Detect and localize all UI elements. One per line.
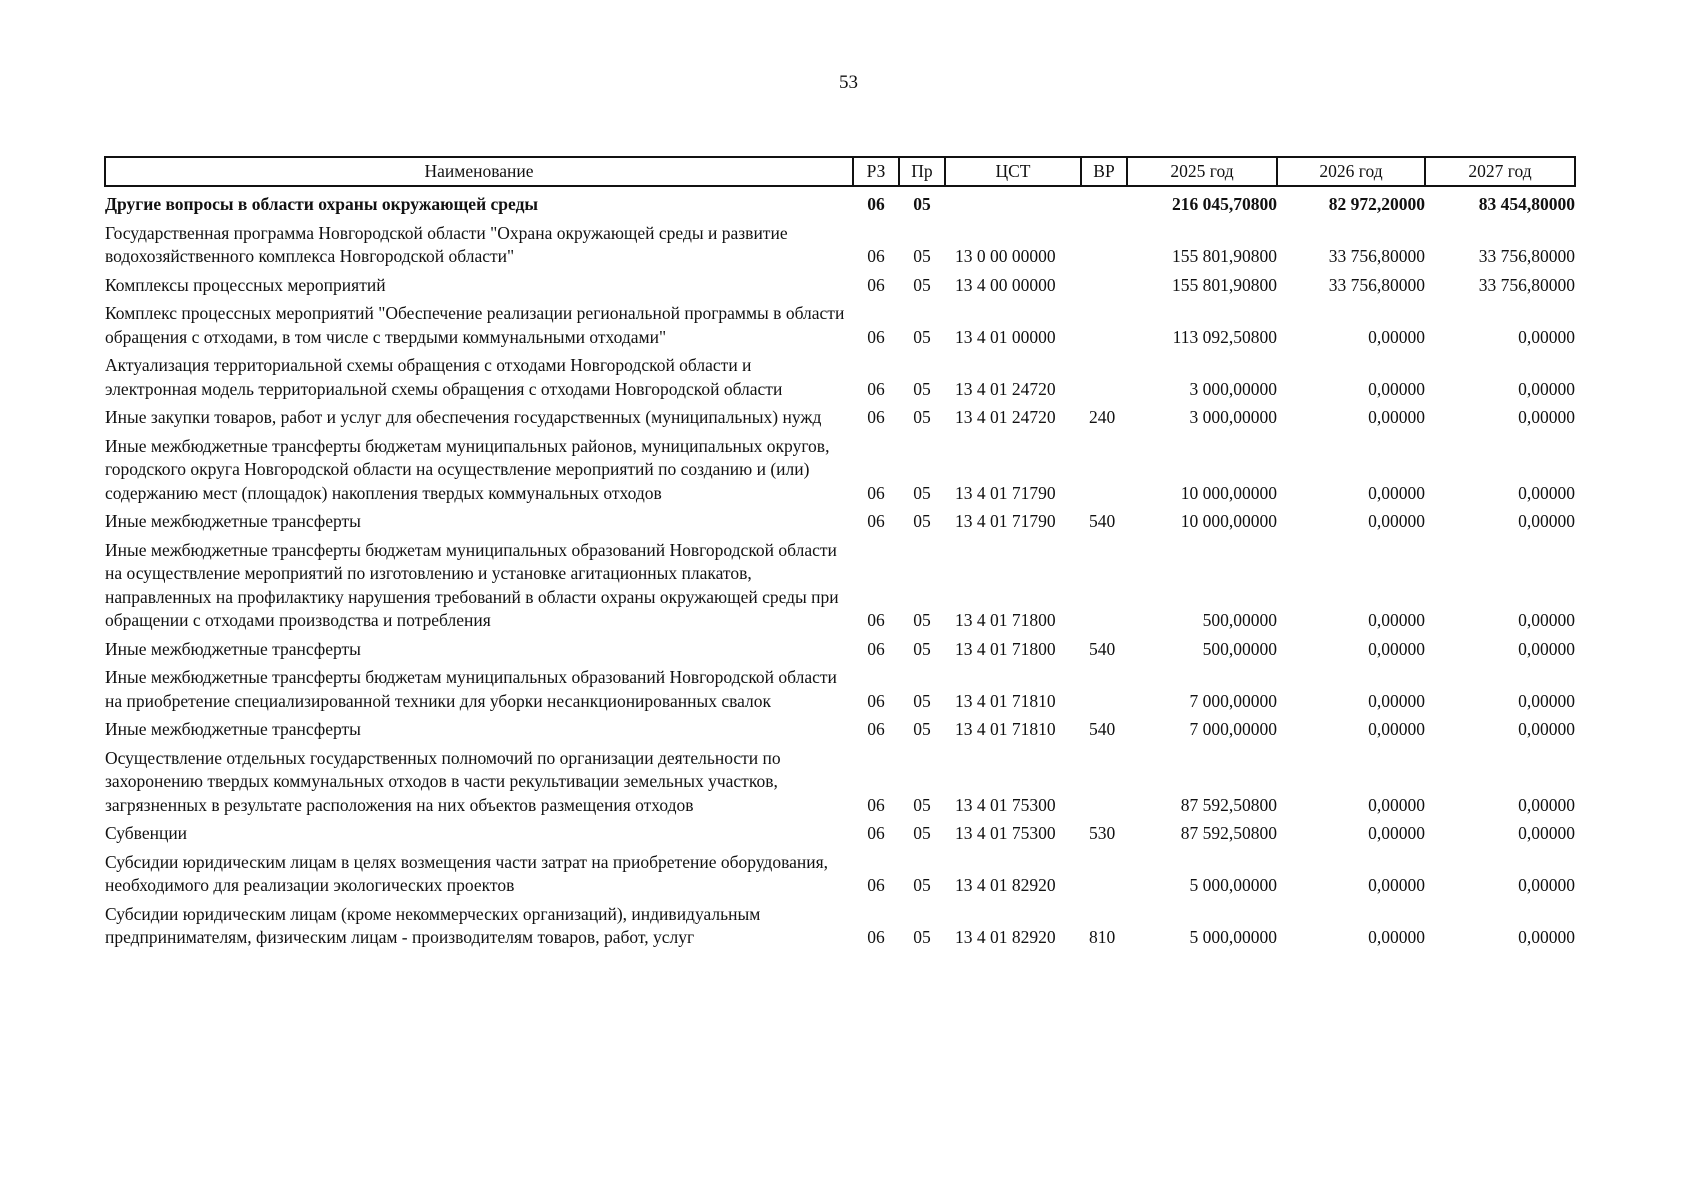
row-rz: 06 — [867, 875, 885, 895]
row-2025: 155 801,90800 — [1172, 246, 1277, 266]
table-row — [105, 537, 1575, 636]
row-pr: 05 — [913, 274, 931, 295]
row-cst: 13 4 01 82920 — [955, 875, 1056, 895]
row-2026: 0,00000 — [1368, 511, 1425, 531]
row-2027: 0,00000 — [1518, 638, 1575, 659]
row-name: Актуализация территориальной схемы обращения с отходами Новгородской области и электронная модель территориальной схемы обращения с отходами Новгородской области — [105, 355, 783, 399]
row-cst: 13 4 01 71810 — [955, 719, 1056, 739]
header-name: Наименование — [105, 157, 853, 186]
row-2026: 0,00000 — [1368, 719, 1425, 739]
row-name: Иные межбюджетные трансферты — [105, 638, 361, 659]
row-2025: 155 801,90800 — [1172, 274, 1277, 295]
row-pr: 05 — [913, 326, 931, 347]
row-rz: 06 — [867, 719, 885, 739]
table-row — [105, 272, 1575, 301]
row-2026: 0,00000 — [1368, 927, 1425, 947]
row-cst: 13 4 01 71800 — [955, 638, 1056, 659]
row-2025: 5 000,00000 — [1189, 927, 1277, 947]
row-2027: 33 756,80000 — [1478, 246, 1575, 266]
row-2026: 0,00000 — [1368, 378, 1425, 399]
row-rz: 06 — [867, 326, 885, 347]
table-row — [105, 404, 1575, 433]
table-row — [105, 508, 1575, 537]
row-vr — [1081, 537, 1127, 636]
row-pr: 05 — [913, 794, 931, 815]
row-2027: 0,00000 — [1518, 690, 1575, 711]
row-cst: 13 4 01 00000 — [955, 326, 1056, 347]
row-rz: 06 — [867, 194, 885, 214]
row-cst: 13 4 01 71790 — [955, 482, 1056, 503]
row-2027: 0,00000 — [1518, 823, 1575, 843]
row-vr — [1081, 433, 1127, 509]
row-cst: 13 0 00 00000 — [955, 246, 1056, 266]
header-2027: 2027 год — [1425, 157, 1575, 186]
row-name: Осуществление отдельных государственных полномочий по организации деятельности по захоронению твердых коммунальных отходов в части рекультивации земельных участков, загрязненных в результате расположения на них объектов размещения отходов — [105, 747, 781, 815]
row-cst: 13 4 01 24720 — [955, 378, 1056, 399]
row-name: Иные межбюджетные трансферты бюджетам муниципальных образований Новгородской области на приобретение специализированной техники для уборки несанкционированных свалок — [105, 667, 837, 711]
row-2027: 33 756,80000 — [1478, 274, 1575, 295]
row-2025: 10 000,00000 — [1180, 482, 1277, 503]
header-pr: Пр — [899, 157, 945, 186]
row-2025: 5 000,00000 — [1189, 875, 1277, 895]
row-2027: 0,00000 — [1518, 719, 1575, 739]
row-vr — [1081, 300, 1127, 352]
row-cst: 13 4 01 71790 — [955, 511, 1056, 531]
table-row — [105, 849, 1575, 901]
row-2026: 33 756,80000 — [1328, 274, 1425, 295]
table-row — [105, 220, 1575, 272]
row-2026: 82 972,20000 — [1328, 194, 1425, 214]
row-cst: 13 4 01 75300 — [955, 794, 1056, 815]
row-rz: 06 — [867, 823, 885, 843]
row-name: Иные межбюджетные трансферты бюджетам муниципальных районов, муниципальных округов, городского округа Новгородской области на осуществление мероприятий по созданию и (или) содержанию мест (площадок) накопления твердых коммунальных отходов — [105, 435, 830, 503]
row-name: Субсидии юридическим лицам в целях возмещения части затрат на приобретение оборудования, необходимого для реализации экологических проектов — [105, 851, 829, 895]
table-row — [105, 433, 1575, 509]
row-2025: 10 000,00000 — [1180, 511, 1277, 531]
row-name: Комплексы процессных мероприятий — [105, 274, 386, 295]
row-cst — [945, 186, 1081, 220]
table-row — [105, 901, 1575, 953]
row-pr: 05 — [913, 246, 931, 266]
row-2025: 216 045,70800 — [1172, 194, 1277, 214]
table-row — [105, 745, 1575, 821]
row-2026: 0,00000 — [1368, 482, 1425, 503]
row-vr: 240 — [1089, 407, 1116, 427]
row-rz: 06 — [867, 794, 885, 815]
header-vr: ВР — [1081, 157, 1127, 186]
row-cst: 13 4 01 71800 — [955, 610, 1056, 630]
row-2025: 87 592,50800 — [1180, 794, 1277, 815]
table-row — [105, 352, 1575, 404]
row-rz: 06 — [867, 378, 885, 399]
table-row — [105, 186, 1575, 220]
table-row — [105, 636, 1575, 665]
row-2027: 0,00000 — [1518, 875, 1575, 895]
row-vr — [1081, 352, 1127, 404]
row-2027: 0,00000 — [1518, 407, 1575, 427]
row-pr: 05 — [913, 482, 931, 503]
row-pr: 05 — [913, 719, 931, 739]
row-name: Государственная программа Новгородской области "Охрана окружающей среды и развитие водохозяйственного комплекса Новгородской области" — [105, 222, 788, 266]
row-vr — [1081, 272, 1127, 301]
row-cst: 13 4 00 00000 — [955, 274, 1056, 295]
row-name: Иные межбюджетные трансферты бюджетам муниципальных образований Новгородской области на осуществление мероприятий по изготовлению и установке агитационных плакатов, направленных на профилактику нарушения требований в области охраны окружающей среды при обращении с отходами производства и потребления — [105, 539, 839, 630]
table-row — [105, 716, 1575, 745]
row-2026: 0,00000 — [1368, 875, 1425, 895]
row-2026: 0,00000 — [1368, 690, 1425, 711]
row-rz: 06 — [867, 927, 885, 947]
row-2026: 0,00000 — [1368, 407, 1425, 427]
header-2025: 2025 год — [1127, 157, 1277, 186]
row-2025: 87 592,50800 — [1180, 823, 1277, 843]
row-2025: 500,00000 — [1202, 610, 1277, 630]
header-2026: 2026 год — [1277, 157, 1425, 186]
row-vr: 810 — [1089, 927, 1116, 947]
row-name: Иные межбюджетные трансферты — [105, 719, 361, 739]
row-2027: 83 454,80000 — [1478, 194, 1575, 214]
row-rz: 06 — [867, 407, 885, 427]
row-rz: 06 — [867, 482, 885, 503]
row-vr — [1081, 745, 1127, 821]
row-2027: 0,00000 — [1518, 378, 1575, 399]
table-row — [105, 664, 1575, 716]
row-2025: 3 000,00000 — [1189, 407, 1277, 427]
budget-table — [104, 156, 1576, 953]
row-rz: 06 — [867, 638, 885, 659]
row-2026: 0,00000 — [1368, 326, 1425, 347]
row-vr: 540 — [1089, 638, 1116, 659]
row-rz: 06 — [867, 511, 885, 531]
row-vr: 540 — [1089, 511, 1116, 531]
table-row — [105, 820, 1575, 849]
row-2025: 113 092,50800 — [1172, 326, 1277, 347]
row-2026: 33 756,80000 — [1328, 246, 1425, 266]
row-pr: 05 — [913, 690, 931, 711]
row-vr: 530 — [1089, 823, 1116, 843]
row-2026: 0,00000 — [1368, 610, 1425, 630]
page-number: 53 — [839, 72, 858, 93]
row-name: Субсидии юридическим лицам (кроме некоммерческих организаций), индивидуальным предпринимателям, физическим лицам - производителям товаров, работ, услуг — [105, 903, 761, 947]
row-2027: 0,00000 — [1518, 610, 1575, 630]
row-pr: 05 — [913, 823, 931, 843]
row-cst: 13 4 01 75300 — [955, 823, 1056, 843]
row-rz: 06 — [867, 246, 885, 266]
row-2027: 0,00000 — [1518, 511, 1575, 531]
row-vr — [1081, 186, 1127, 220]
row-2025: 500,00000 — [1202, 638, 1277, 659]
row-pr: 05 — [913, 378, 931, 399]
row-vr: 540 — [1089, 719, 1116, 739]
row-2026: 0,00000 — [1368, 794, 1425, 815]
row-rz: 06 — [867, 610, 885, 630]
row-pr: 05 — [913, 875, 931, 895]
row-name: Субвенции — [105, 823, 188, 843]
header-rz: РЗ — [853, 157, 899, 186]
table-header-row — [105, 157, 1575, 186]
row-2025: 7 000,00000 — [1189, 719, 1277, 739]
row-2027: 0,00000 — [1518, 794, 1575, 815]
row-2026: 0,00000 — [1368, 823, 1425, 843]
header-cst: ЦСТ — [945, 157, 1081, 186]
row-cst: 13 4 01 24720 — [955, 407, 1056, 427]
row-vr — [1081, 849, 1127, 901]
row-cst: 13 4 01 71810 — [955, 690, 1056, 711]
row-name: Другие вопросы в области охраны окружающей среды — [105, 194, 539, 214]
row-vr — [1081, 664, 1127, 716]
row-pr: 05 — [913, 927, 931, 947]
row-pr: 05 — [913, 407, 931, 427]
row-pr: 05 — [913, 511, 931, 531]
row-2027: 0,00000 — [1518, 326, 1575, 347]
row-2025: 7 000,00000 — [1189, 690, 1277, 711]
row-2026: 0,00000 — [1368, 638, 1425, 659]
row-2027: 0,00000 — [1518, 482, 1575, 503]
row-name: Иные межбюджетные трансферты — [105, 511, 361, 531]
row-cst: 13 4 01 82920 — [955, 927, 1056, 947]
row-name: Комплекс процессных мероприятий "Обеспечение реализации региональной программы в области обращения с отходами, в том числе с твердыми коммунальными отходами" — [105, 303, 845, 347]
row-pr: 05 — [913, 194, 931, 214]
row-rz: 06 — [867, 274, 885, 295]
row-2027: 0,00000 — [1518, 927, 1575, 947]
table-row — [105, 300, 1575, 352]
row-2025: 3 000,00000 — [1189, 378, 1277, 399]
row-name: Иные закупки товаров, работ и услуг для обеспечения государственных (муниципальных) нужд — [105, 407, 822, 427]
table-body — [105, 186, 1575, 953]
row-vr — [1081, 220, 1127, 272]
row-rz: 06 — [867, 690, 885, 711]
row-pr: 05 — [913, 610, 931, 630]
row-pr: 05 — [913, 638, 931, 659]
